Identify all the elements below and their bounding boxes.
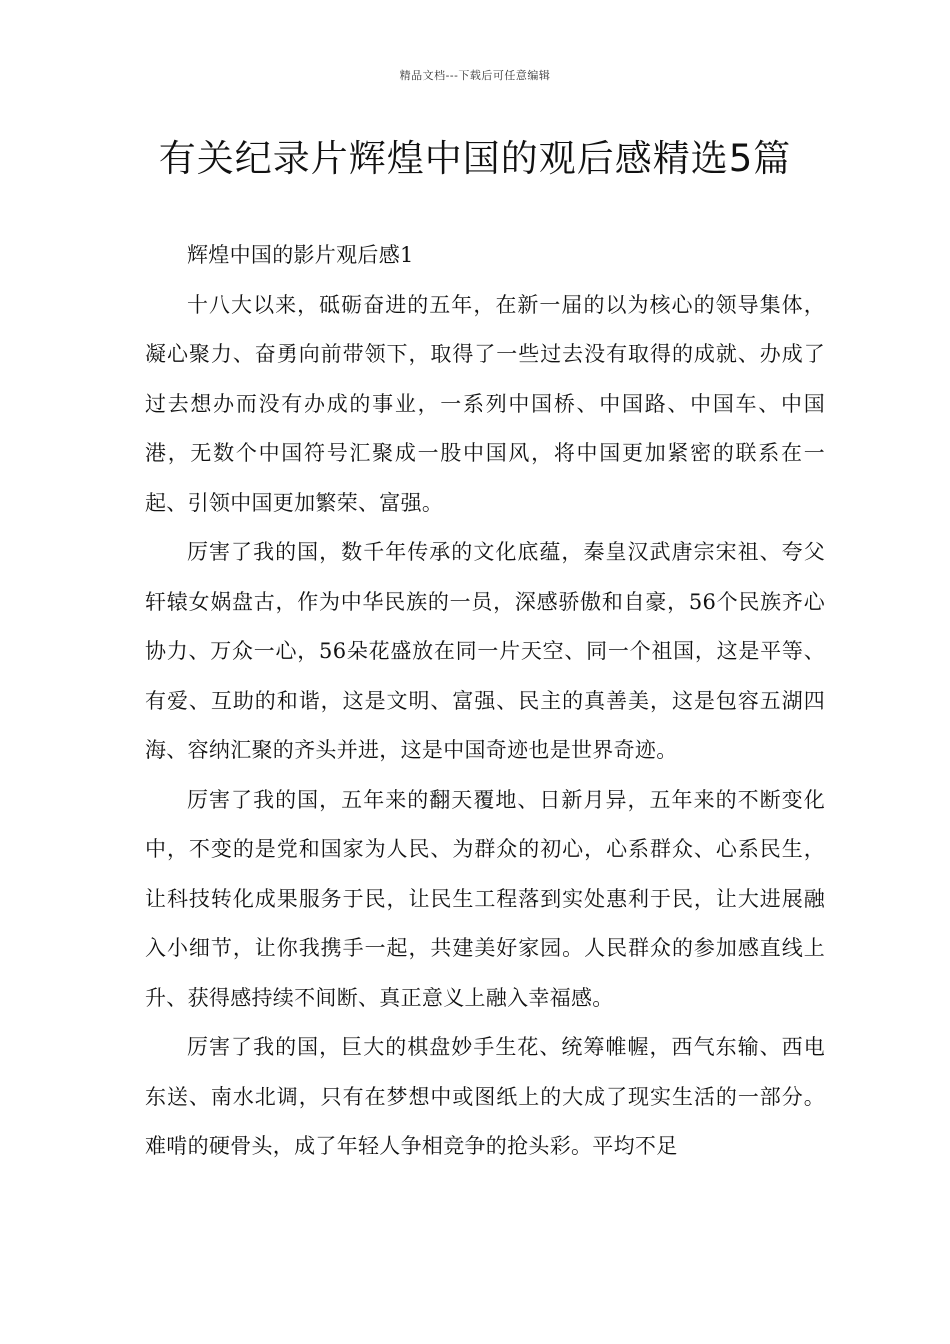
page-header: 精品文档---下载后可任意编辑 xyxy=(399,69,551,82)
document-body xyxy=(145,231,825,1172)
document-title: 有关纪录片辉煌中国的观后感精选5篇 xyxy=(158,137,792,180)
paragraph: 厉害了我的国，数千年传承的文化底蕴，秦皇汉武唐宗宋祖、夸父轩辕女娲盘古，作为中华民族的一员，深感骄傲和自豪，56个民族齐心协力、万众一心，56朵花盛放在同一片天空、同一个祖国，这是平等、有爱、互助的和谐，这是文明、富强、民主的真善美，这是包容五湖四海、容纳汇聚的齐头并进，这是中国奇迹也是世界奇迹。 xyxy=(145,540,825,762)
paragraph: 厉害了我的国，巨大的棋盘妙手生花、统筹帷幄，西气东输、西电东送、南水北调，只有在梦想中或图纸上的大成了现实生活的一部分。难啃的硬骨头，成了年轻人争相竞争的抢头彩。平均不足 xyxy=(145,1035,825,1158)
section-subtitle: 辉煌中国的影片观后感1 xyxy=(187,243,414,267)
paragraph: 厉害了我的国，五年来的翻天覆地、日新月异，五年来的不断变化中，不变的是党和国家为人民、为群众的初心，心系群众、心系民生，让科技转化成果服务于民，让民生工程落到实处惠利于民，让大进展融入小细节，让你我携手一起，共建美好家园。人民群众的参加感直线上升、获得感持续不间断、真正意义上融入幸福感。 xyxy=(145,787,825,1010)
paragraph: 十八大以来，砥砺奋进的五年，在新一届的以为核心的领导集体，凝心聚力、奋勇向前带领下，取得了一些过去没有取得的成就、办成了过去想办而没有办成的事业，一系列中国桥、中国路、中国车、中国港，无数个中国符号汇聚成一股中国风，将中国更加紧密的联系在一起、引领中国更加繁荣、富强。 xyxy=(145,292,825,515)
